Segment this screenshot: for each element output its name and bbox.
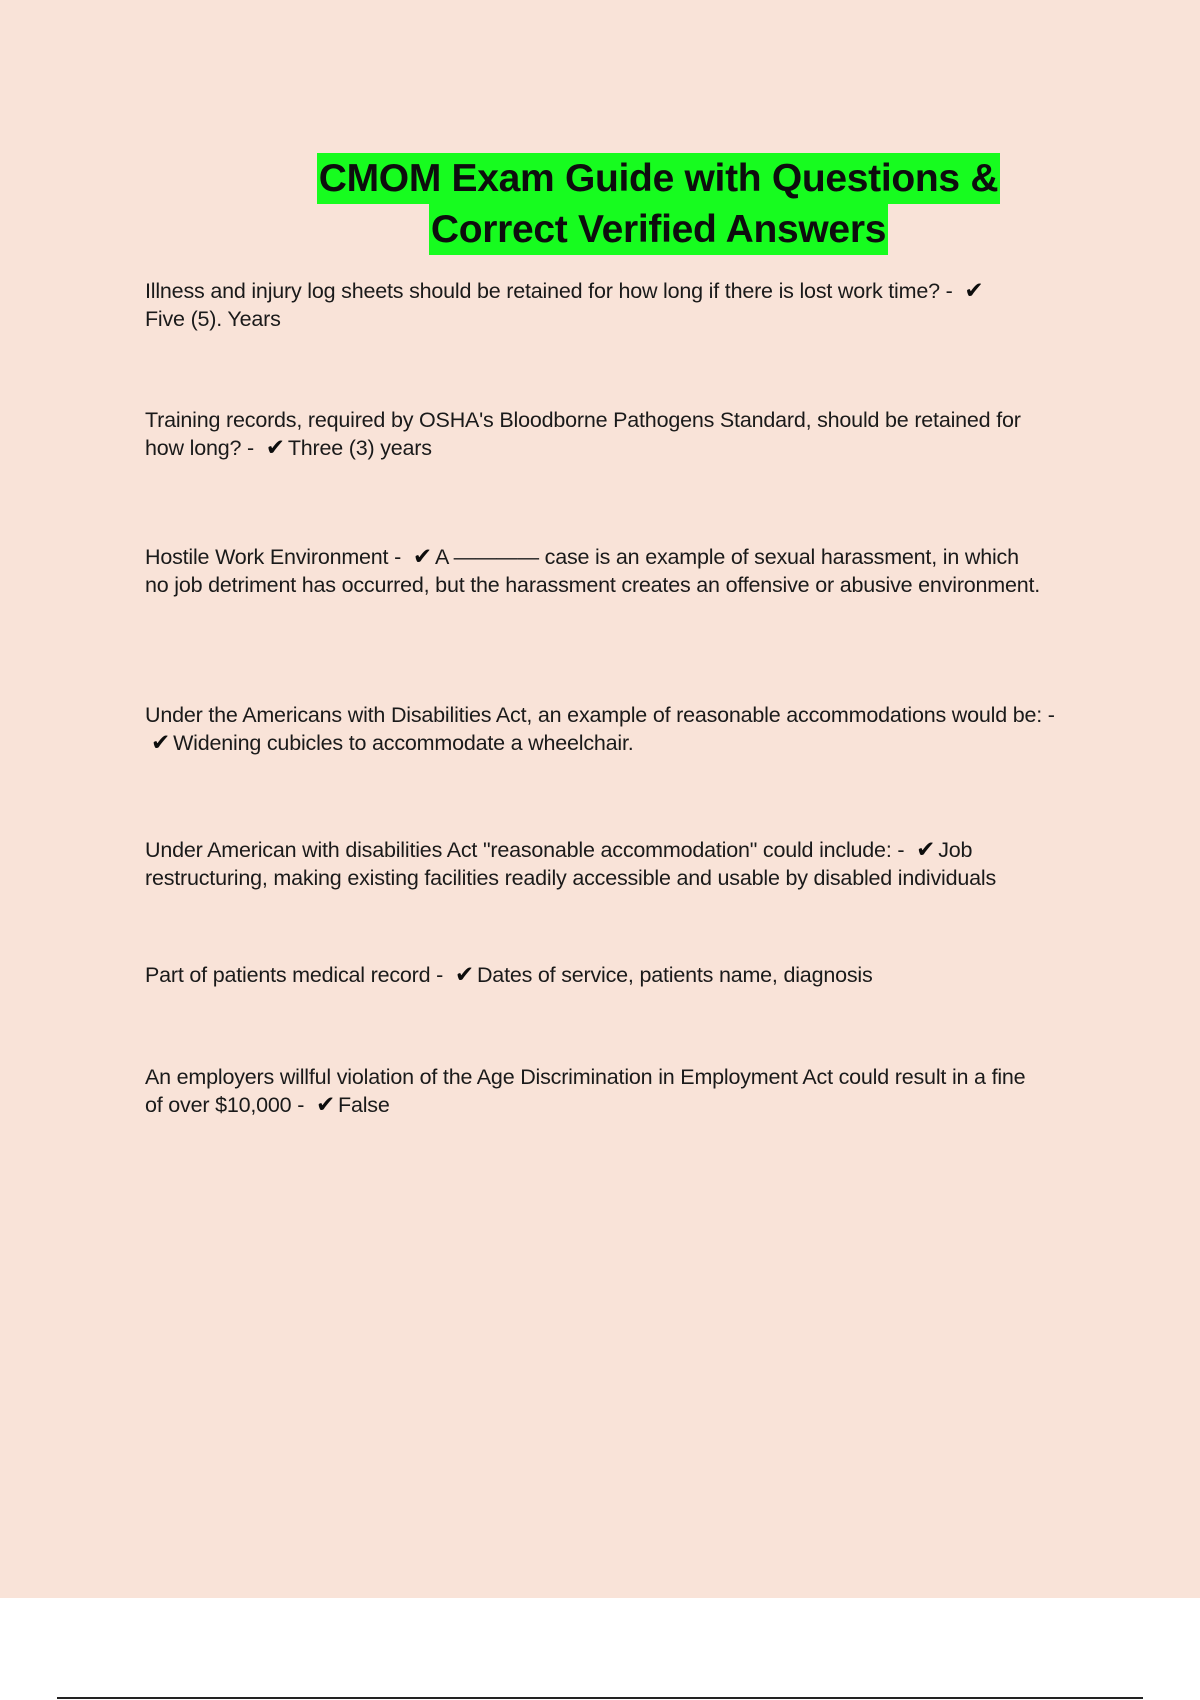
checkmark-icon: ✔: [916, 837, 936, 863]
answer-text: Three (3) years: [287, 436, 432, 460]
question-text: Part of patients medical record -: [145, 963, 444, 987]
question-text: Illness and injury log sheets should be retained for how long if there is lost work time? -: [145, 279, 953, 303]
question-text: Under the Americans with Disabilities Act, an example of reasonable accommodations would be: -: [145, 703, 1055, 727]
qa-item: [145, 543, 1045, 599]
answer-text: False: [338, 1093, 390, 1117]
question-text: Training records, required by OSHA's Bloodborne Pathogens Standard, should be retained for how long? -: [145, 408, 1021, 460]
checkmark-icon: ✔: [265, 435, 285, 461]
answer-text: A ———— case is an example of sexual harassment, in which no job detriment has occurred, but the harassment creates an offensive or abusive environment.: [145, 545, 1041, 597]
qa-item: [145, 1063, 1045, 1119]
checkmark-icon: ✔: [412, 544, 432, 570]
qa-item: [145, 277, 1025, 333]
checkmark-icon: ✔: [964, 278, 984, 304]
document-title: [0, 153, 1200, 255]
qa-item: [145, 961, 1075, 989]
title-line-1: CMOM Exam Guide with Questions &: [317, 153, 1000, 204]
qa-item: [145, 701, 1075, 757]
answer-text: Job restructuring, making existing facilities readily accessible and usable by disabled individuals: [145, 838, 997, 890]
checkmark-icon: ✔: [454, 962, 474, 988]
checkmark-icon: ✔: [151, 730, 171, 756]
footer-divider: [57, 1697, 1143, 1699]
answer-text: Dates of service, patients name, diagnosis: [476, 963, 873, 987]
qa-item: [145, 406, 1045, 462]
question-text: Hostile Work Environment -: [145, 545, 402, 569]
question-text: Under American with disabilities Act "reasonable accommodation" could include: -: [145, 838, 905, 862]
answer-text: Five (5). Years: [145, 307, 281, 331]
title-line-2: Correct Verified Answers: [429, 204, 888, 255]
checkmark-icon: ✔: [315, 1092, 336, 1118]
answer-text: Widening cubicles to accommodate a wheelchair.: [173, 731, 634, 755]
question-text: An employers willful violation of the Age Discrimination in Employment Act could result in a fine of over $10,000 -: [145, 1065, 1026, 1117]
qa-item: [145, 836, 1075, 892]
